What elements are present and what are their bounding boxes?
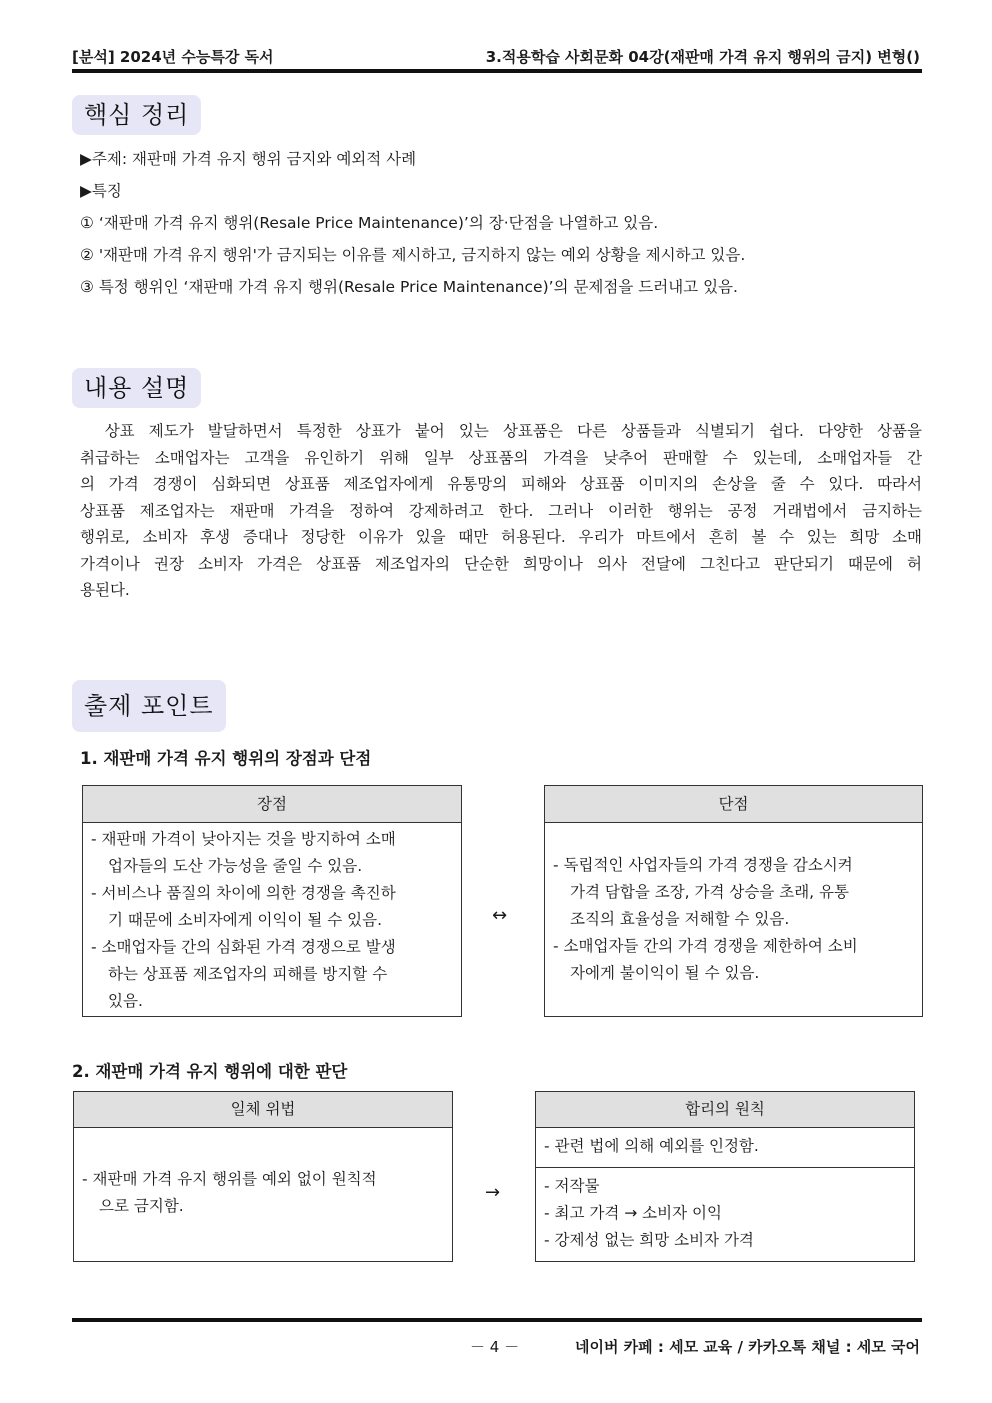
cons-line: - 독립적인 사업자들의 가격 경쟁을 감소시켜 bbox=[553, 856, 853, 874]
pros-line: 하는 상표품 제조업자의 피해를 방지할 수 bbox=[108, 965, 388, 983]
pros-line: - 서비스나 품질의 차이에 의한 경쟁을 촉진하 bbox=[91, 884, 396, 902]
section-title-key-summary: 핵심 정리 bbox=[72, 95, 201, 135]
rule-of-reason-line: - 저작물 bbox=[544, 1177, 600, 1195]
rule-of-reason-top bbox=[544, 1133, 906, 1160]
feature-item: ② '재판매 가격 유지 행위'가 금지되는 이유를 제시하고, 금지하지 않는 예외 상황을 제시하고 있음. bbox=[80, 246, 746, 264]
per-se-illegal-list bbox=[82, 1166, 444, 1220]
pros-line: 기 때문에 소비자에게 이익이 될 수 있음. bbox=[108, 911, 383, 929]
pros-line: - 재판매 가격이 낮아지는 것을 방지하여 소매 bbox=[91, 830, 396, 848]
section-title-exam-points: 출제 포인트 bbox=[72, 680, 226, 732]
per-se-illegal-title: 일체 위법 bbox=[74, 1092, 452, 1128]
footer-text: 네이버 카페 : 세모 교육 / 카카오톡 채널 : 세모 국어 bbox=[574, 1338, 920, 1356]
paragraph-line: 상표품 제조업자는 재판매 가격을 정하여 강제하려고 한다. 그러나 이러한 행위는 공정 거래법에서 금지하는 bbox=[80, 501, 922, 520]
paragraph-line: 행위로, 소비자 후생 증대나 정당한 이유가 있을 때만 허용된다. 우리가 마트에서 흔히 볼 수 있는 희망 소매 bbox=[80, 528, 922, 546]
header-left-title: [분석] 2024년 수능특강 독서 bbox=[72, 48, 274, 66]
paragraph-line: 가격이나 권장 소비자 가격은 상표품 제조업자의 단순한 희망이나 의사 전달에 그친다고 판단되기 때문에 허 bbox=[80, 554, 922, 573]
feature-item: ③ 특정 행위인 ‘재판매 가격 유지 행위(Resale Price Maintenance)’의 문제점을 드러내고 있음. bbox=[80, 278, 738, 296]
cons-line: 가격 담합을 조장, 가격 상승을 초래, 유통 bbox=[570, 883, 849, 901]
per-se-illegal-line: - 재판매 가격 유지 행위를 예외 없이 원칙적 bbox=[82, 1170, 377, 1188]
pros-line: 업자들의 도산 가능성을 줄일 수 있음. bbox=[108, 857, 363, 875]
cons-title: 단점 bbox=[545, 786, 922, 823]
features-label: ▶특징 bbox=[80, 182, 122, 200]
page-number: － 4 － bbox=[470, 1338, 520, 1356]
cons-box bbox=[544, 785, 923, 1017]
header-right-title: 3.적용학습 사회문화 04강(재판매 가격 유지 행위의 금지) 변형() bbox=[485, 48, 920, 66]
right-arrow-icon: → bbox=[485, 1182, 501, 1203]
rule-of-reason-box bbox=[535, 1091, 915, 1262]
feature-item: ① ‘재판매 가격 유지 행위(Resale Price Maintenance)’의 장·단점을 나열하고 있음. bbox=[80, 214, 659, 232]
cons-list bbox=[553, 852, 915, 987]
rule-of-reason-line: - 최고 가격 → 소비자 이익 bbox=[544, 1204, 722, 1222]
content-paragraph bbox=[80, 418, 922, 604]
rule-of-reason-line: - 관련 법에 의해 예외를 인정함. bbox=[544, 1137, 759, 1155]
pros-line: 있음. bbox=[108, 992, 143, 1010]
per-se-illegal-box bbox=[73, 1091, 453, 1262]
section-title-content: 내용 설명 bbox=[72, 368, 201, 408]
paragraph-line: 취급하는 소매업자는 고객을 유인하기 위해 일부 상표품의 가격을 낮추어 판매할 수 있는데, 소매업자들 간 bbox=[80, 448, 922, 467]
paragraph-line: 의 가격 경쟁이 심화되면 상표품 제조업자에게 유통망의 피해와 상표품 이미지의 손상을 줄 수 있다. 따라서 bbox=[80, 475, 922, 493]
pros-list bbox=[91, 826, 453, 1015]
inner-divider bbox=[536, 1167, 914, 1168]
cons-line: 자에게 불이익이 될 수 있음. bbox=[570, 964, 760, 982]
per-se-illegal-line: 으로 금지함. bbox=[99, 1197, 184, 1215]
topic-line: ▶주제: 재판매 가격 유지 행위 금지와 예외적 사례 bbox=[80, 150, 417, 168]
cons-line: 조직의 효율성을 저해할 수 있음. bbox=[570, 910, 790, 928]
pros-title: 장점 bbox=[83, 786, 461, 823]
point1-heading: 1. 재판매 가격 유지 행위의 장점과 단점 bbox=[80, 749, 372, 768]
paragraph-line: 상표 제도가 발달하면서 특정한 상표가 붙어 있는 상표품은 다른 상품들과 식별되기 쉽다. 다양한 상품을 bbox=[80, 422, 922, 440]
rule-of-reason-list bbox=[544, 1173, 906, 1254]
header-rule bbox=[72, 69, 922, 73]
pros-box bbox=[82, 785, 462, 1017]
double-arrow-icon: ↔ bbox=[492, 905, 508, 926]
rule-of-reason-title: 합리의 원칙 bbox=[536, 1092, 914, 1128]
rule-of-reason-line: - 강제성 없는 희망 소비자 가격 bbox=[544, 1231, 754, 1249]
point2-heading: 2. 재판매 가격 유지 행위에 대한 판단 bbox=[72, 1062, 348, 1081]
pros-line: - 소매업자들 간의 심화된 가격 경쟁으로 발생 bbox=[91, 938, 396, 956]
footer-rule bbox=[72, 1318, 922, 1322]
paragraph-line: 용된다. bbox=[80, 581, 130, 599]
cons-line: - 소매업자들 간의 가격 경쟁을 제한하여 소비 bbox=[553, 937, 858, 955]
